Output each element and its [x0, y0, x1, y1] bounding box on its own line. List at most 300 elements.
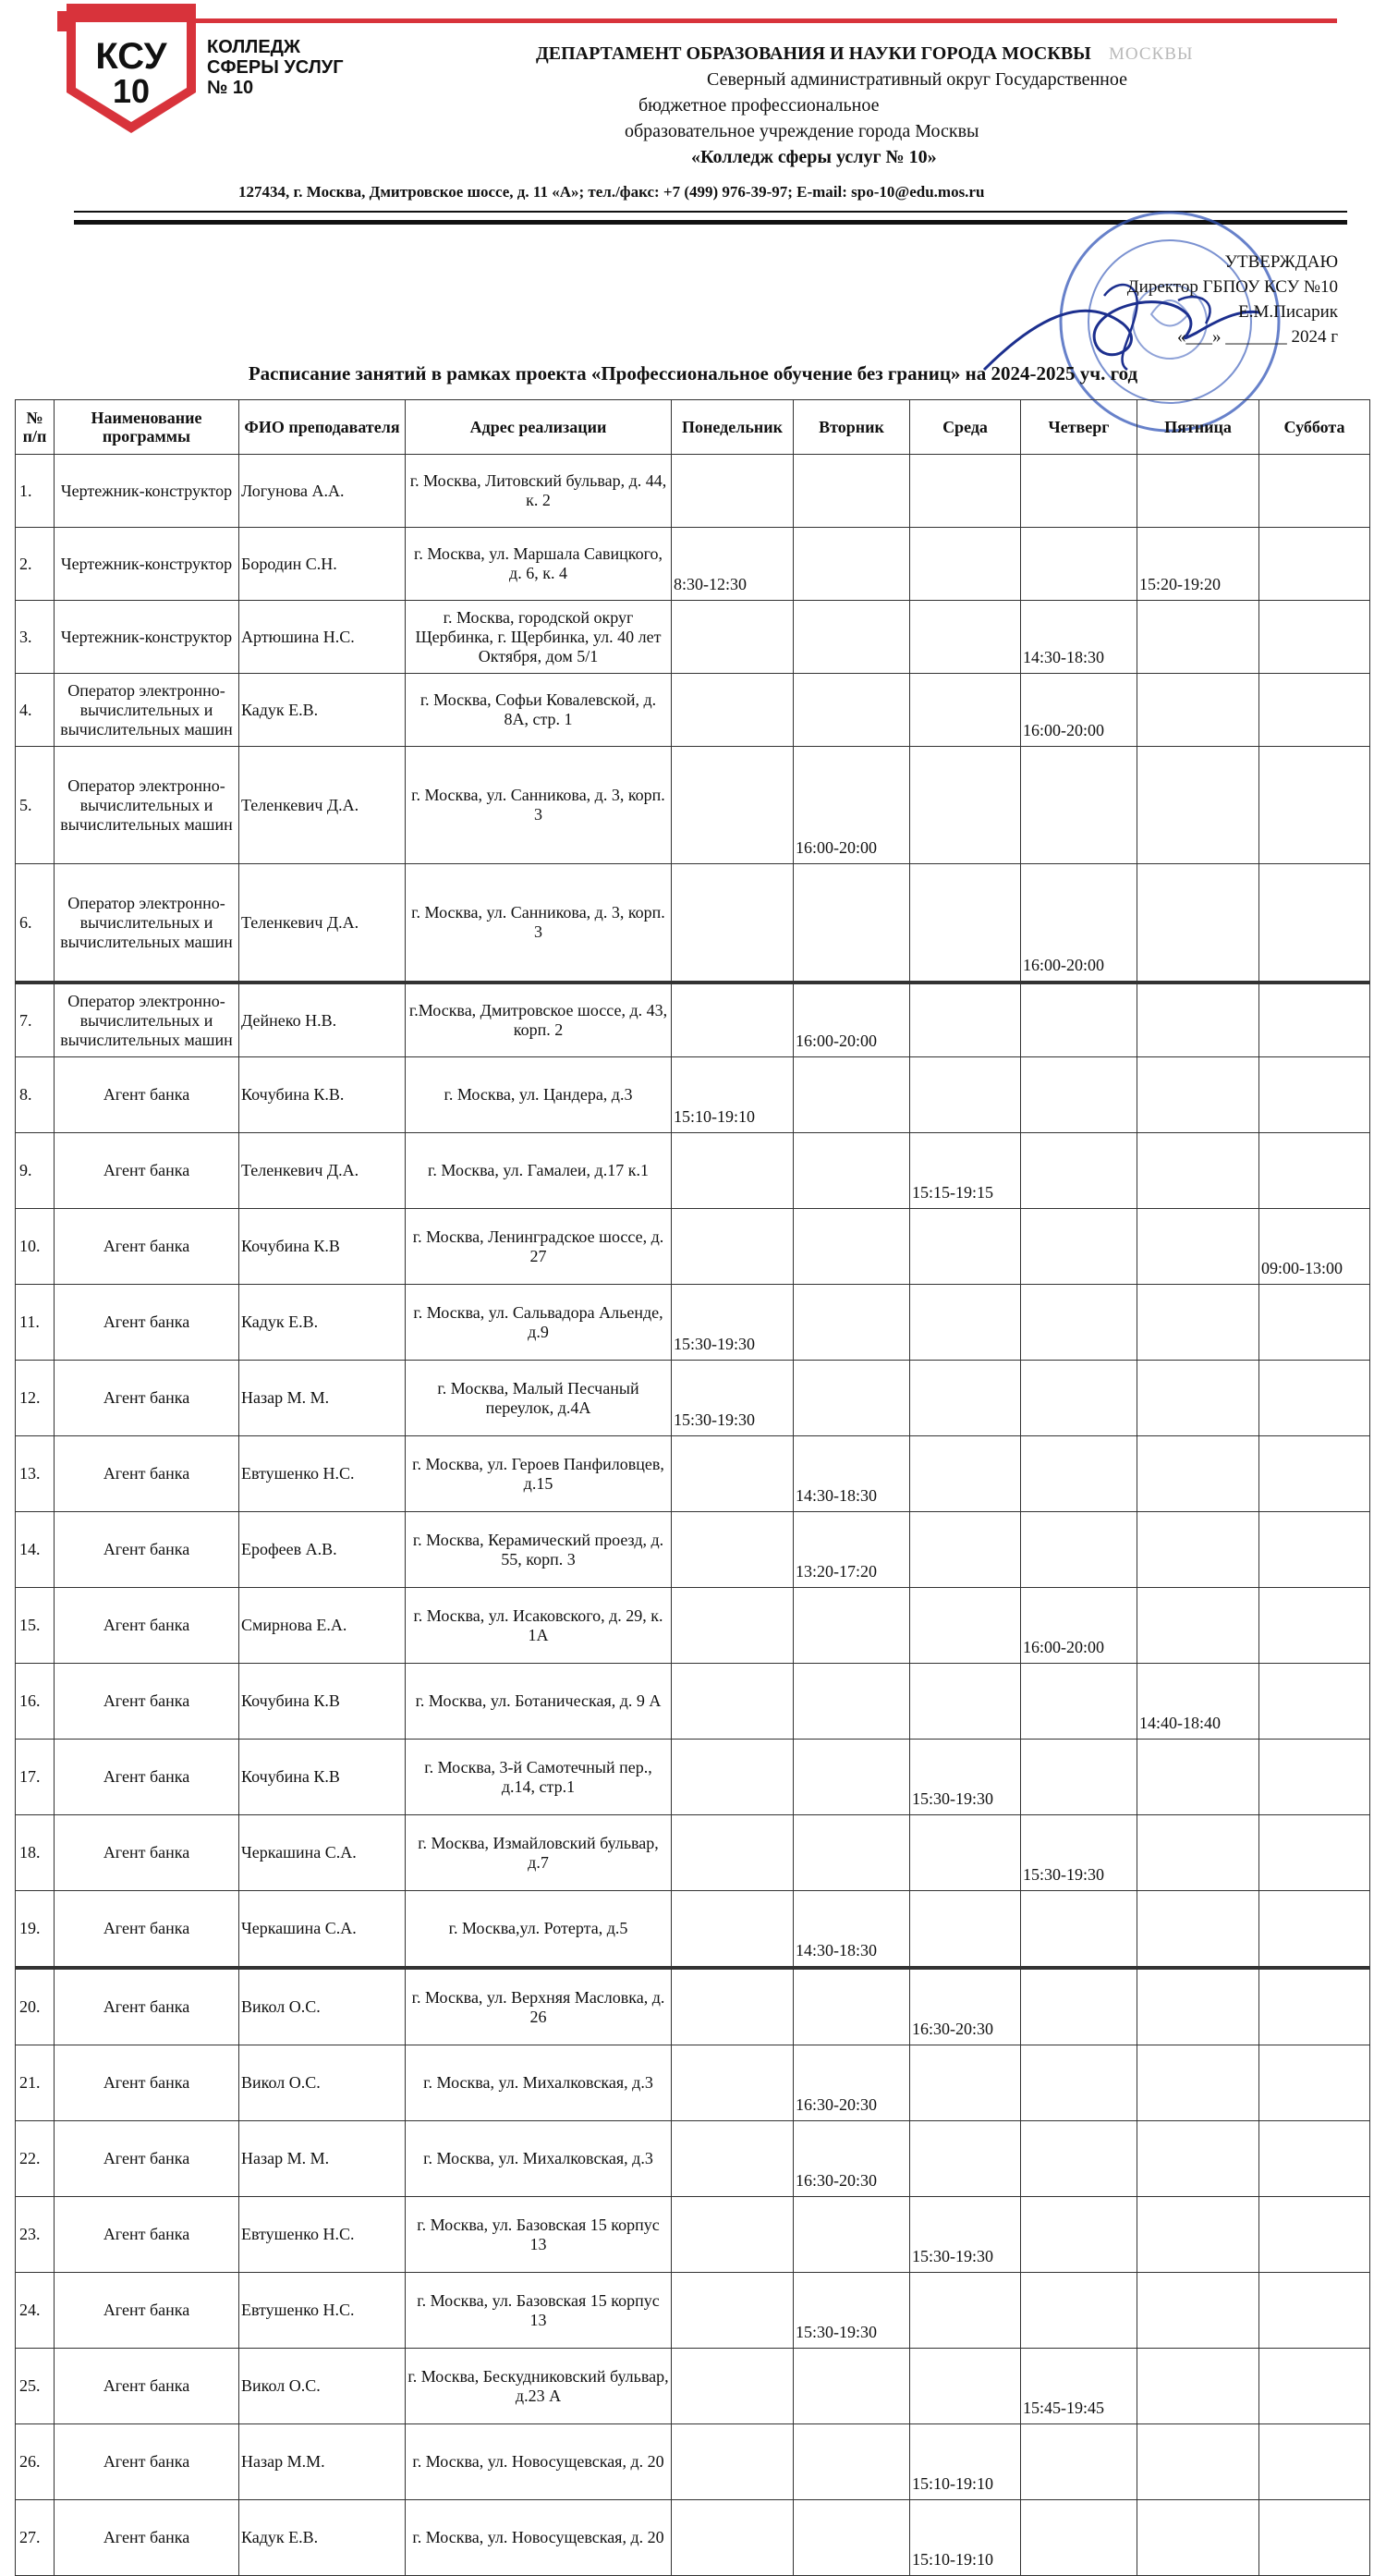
cell-program: Агент банка [55, 2349, 239, 2424]
cell-program: Агент банка [55, 1588, 239, 1664]
cell-number: 9. [16, 1133, 55, 1209]
approval-date: «___» _______ 2024 г [1176, 327, 1338, 347]
cell-wednesday: 15:30-19:30 [910, 2197, 1021, 2273]
table-row [16, 2349, 1370, 2424]
org-line-2: бюджетное профессиональное [638, 95, 880, 116]
cell-saturday: 09:00-13:00 [1259, 1209, 1370, 1285]
cell-program: Агент банка [55, 1133, 239, 1209]
table-row [16, 747, 1370, 864]
cell-tuesday [794, 1968, 910, 2045]
cell-number: 10. [16, 1209, 55, 1285]
table-header-row [16, 400, 1370, 455]
cell-wednesday [910, 601, 1021, 674]
cell-program: Оператор электронно-вычислительных и вычислительных машин [55, 674, 239, 747]
cell-monday [672, 2197, 794, 2273]
cell-teacher: Кадук Е.В. [239, 674, 406, 747]
cell-teacher: Евтушенко Н.С. [239, 2197, 406, 2273]
cell-wednesday [910, 455, 1021, 528]
cell-address: г. Москва, ул. Верхняя Масловка, д. 26 [406, 1968, 672, 2045]
cell-number: 1. [16, 455, 55, 528]
approval-title: УТВЕРЖДАЮ [1224, 252, 1338, 272]
cell-wednesday [910, 1815, 1021, 1891]
cell-program: Оператор электронно-вычислительных и вычислительных машин [55, 747, 239, 864]
cell-saturday [1259, 1436, 1370, 1512]
col-header-address: Адрес реализации [406, 400, 672, 455]
cell-address: г. Москва, городской округ Щербинка, г. Щербинка, ул. 40 лет Октября, дом 5/1 [406, 601, 672, 674]
cell-saturday [1259, 1891, 1370, 1969]
cell-friday [1137, 864, 1259, 983]
table-row [16, 1891, 1370, 1969]
org-name: «Колледж сферы услуг № 10» [691, 147, 937, 167]
cell-tuesday: 16:30-20:30 [794, 2045, 910, 2121]
cell-program: Агент банка [55, 1361, 239, 1436]
cell-saturday [1259, 2045, 1370, 2121]
cell-teacher: Викол О.С. [239, 2045, 406, 2121]
table-row [16, 864, 1370, 983]
cell-teacher: Кочубина К.В [239, 1664, 406, 1740]
approval-name: Е.М.Писарик [1238, 302, 1338, 322]
cell-monday [672, 601, 794, 674]
cell-thursday [1021, 2197, 1137, 2273]
table-row [16, 1740, 1370, 1815]
cell-monday [672, 2349, 794, 2424]
cell-thursday: 14:30-18:30 [1021, 601, 1137, 674]
cell-number: 6. [16, 864, 55, 983]
cell-tuesday [794, 1815, 910, 1891]
cell-tuesday [794, 601, 910, 674]
cell-address: г. Москва, ул. Санникова, д. 3, корп. 3 [406, 864, 672, 983]
cell-number: 24. [16, 2273, 55, 2349]
cell-monday [672, 1209, 794, 1285]
cell-address: г. Москва, Малый Песчаный переулок, д.4А [406, 1361, 672, 1436]
col-header-saturday: Суббота [1259, 400, 1370, 455]
cell-wednesday: 15:15-19:15 [910, 1133, 1021, 1209]
cell-thursday [1021, 2045, 1137, 2121]
cell-program: Оператор электронно-вычислительных и вычислительных машин [55, 983, 239, 1057]
cell-address: г. Москва, ул. Цандера, д.3 [406, 1057, 672, 1133]
table-row [16, 455, 1370, 528]
cell-teacher: Логунова А.А. [239, 455, 406, 528]
col-header-teacher: ФИО преподавателя [239, 400, 406, 455]
table-row [16, 528, 1370, 601]
logo-text-line3: № 10 [207, 78, 254, 98]
cell-tuesday [794, 1209, 910, 1285]
cell-saturday [1259, 1512, 1370, 1588]
cell-saturday [1259, 864, 1370, 983]
cell-friday [1137, 674, 1259, 747]
cell-teacher: Смирнова Е.А. [239, 1588, 406, 1664]
table-row [16, 1133, 1370, 1209]
cell-friday [1137, 1209, 1259, 1285]
cell-tuesday [794, 1057, 910, 1133]
cell-address: г. Москва, ул. Гамалеи, д.17 к.1 [406, 1133, 672, 1209]
cell-wednesday [910, 674, 1021, 747]
cell-number: 8. [16, 1057, 55, 1133]
cell-thursday [1021, 1133, 1137, 1209]
cell-friday [1137, 1133, 1259, 1209]
cell-address: г. Москва,ул. Ротерта, д.5 [406, 1891, 672, 1969]
cell-address: г. Москва, ул. Базовская 15 корпус 13 [406, 2273, 672, 2349]
cell-saturday [1259, 1815, 1370, 1891]
cell-address: г. Москва, ул. Михалковская, д.3 [406, 2121, 672, 2197]
cell-number: 7. [16, 983, 55, 1057]
cell-number: 13. [16, 1436, 55, 1512]
cell-program: Агент банка [55, 1891, 239, 1969]
table-row [16, 1285, 1370, 1361]
cell-saturday [1259, 1133, 1370, 1209]
cell-monday [672, 2045, 794, 2121]
schedule-table-body [16, 455, 1370, 2576]
cell-wednesday [910, 2045, 1021, 2121]
cell-teacher: Кочубина К.В [239, 1209, 406, 1285]
cell-number: 23. [16, 2197, 55, 2273]
cell-program: Агент банка [55, 1209, 239, 1285]
cell-thursday [1021, 747, 1137, 864]
org-line-1: Северный административный округ Государственное [707, 69, 1127, 90]
table-row [16, 1209, 1370, 1285]
cell-number: 26. [16, 2424, 55, 2500]
cell-thursday [1021, 1664, 1137, 1740]
table-row [16, 2197, 1370, 2273]
cell-saturday [1259, 674, 1370, 747]
cell-friday: 15:20-19:20 [1137, 528, 1259, 601]
cell-friday [1137, 2424, 1259, 2500]
cell-friday [1137, 2197, 1259, 2273]
cell-number: 3. [16, 601, 55, 674]
cell-program: Агент банка [55, 1057, 239, 1133]
cell-number: 14. [16, 1512, 55, 1588]
cell-saturday [1259, 1664, 1370, 1740]
cell-saturday [1259, 1588, 1370, 1664]
cell-friday [1137, 1740, 1259, 1815]
cell-teacher: Викол О.С. [239, 1968, 406, 2045]
cell-wednesday [910, 2121, 1021, 2197]
cell-wednesday: 15:10-19:10 [910, 2500, 1021, 2576]
cell-address: г. Москва, ул. Санникова, д. 3, корп. 3 [406, 747, 672, 864]
cell-wednesday [910, 1588, 1021, 1664]
approval-position: Директор ГБПОУ КСУ №10 [1126, 277, 1338, 297]
cell-thursday [1021, 1891, 1137, 1969]
cell-thursday [1021, 983, 1137, 1057]
cell-number: 16. [16, 1664, 55, 1740]
department-name-ghost: МОСКВЫ [1109, 44, 1194, 64]
table-row [16, 1436, 1370, 1512]
cell-teacher: Дейнеко Н.В. [239, 983, 406, 1057]
cell-teacher: Теленкевич Д.А. [239, 747, 406, 864]
cell-address: г. Москва, Ленинградское шоссе, д. 27 [406, 1209, 672, 1285]
cell-monday: 15:30-19:30 [672, 1361, 794, 1436]
cell-monday [672, 2121, 794, 2197]
cell-friday [1137, 983, 1259, 1057]
cell-teacher: Викол О.С. [239, 2349, 406, 2424]
logo-text-line1: КОЛЛЕДЖ [207, 37, 300, 57]
cell-address: г.Москва, Дмитровское шоссе, д. 43, корп. 2 [406, 983, 672, 1057]
cell-number: 5. [16, 747, 55, 864]
table-row [16, 1815, 1370, 1891]
cell-friday [1137, 1512, 1259, 1588]
cell-wednesday [910, 2349, 1021, 2424]
org-line-3: образовательное учреждение города Москвы [625, 121, 979, 141]
logo-text-line2: СФЕРЫ УСЛУГ [207, 57, 344, 78]
cell-program: Агент банка [55, 1740, 239, 1815]
table-row [16, 1361, 1370, 1436]
cell-friday [1137, 2273, 1259, 2349]
cell-tuesday [794, 1361, 910, 1436]
cell-monday [672, 1664, 794, 1740]
cell-thursday [1021, 1740, 1137, 1815]
cell-number: 11. [16, 1285, 55, 1361]
cell-address: г. Москва, Бескудниковский бульвар, д.23 А [406, 2349, 672, 2424]
cell-number: 17. [16, 1740, 55, 1815]
cell-thursday [1021, 1285, 1137, 1361]
cell-program: Агент банка [55, 1285, 239, 1361]
schedule-table [15, 399, 1370, 2576]
cell-saturday [1259, 2500, 1370, 2576]
cell-tuesday [794, 1588, 910, 1664]
cell-saturday [1259, 2424, 1370, 2500]
cell-thursday [1021, 2500, 1137, 2576]
cell-address: г. Москва, ул. Ботаническая, д. 9 А [406, 1664, 672, 1740]
cell-address: г. Москва, ул. Новосущевская, д. 20 [406, 2500, 672, 2576]
cell-tuesday: 15:30-19:30 [794, 2273, 910, 2349]
cell-program: Агент банка [55, 2045, 239, 2121]
cell-monday [672, 1968, 794, 2045]
cell-program: Чертежник-конструктор [55, 455, 239, 528]
table-row [16, 674, 1370, 747]
cell-saturday [1259, 2349, 1370, 2424]
cell-number: 20. [16, 1968, 55, 2045]
cell-friday [1137, 1361, 1259, 1436]
cell-monday: 15:30-19:30 [672, 1285, 794, 1361]
cell-address: г. Москва, ул. Исаковского, д. 29, к. 1А [406, 1588, 672, 1664]
cell-teacher: Черкашина С.А. [239, 1815, 406, 1891]
cell-monday [672, 1891, 794, 1969]
cell-teacher: Кадук Е.В. [239, 1285, 406, 1361]
cell-tuesday: 16:00-20:00 [794, 983, 910, 1057]
cell-thursday [1021, 528, 1137, 601]
cell-monday [672, 1815, 794, 1891]
cell-number: 21. [16, 2045, 55, 2121]
document-title: Расписание занятий в рамках проекта «Профессиональное обучение без границ» на 2024-2025 уч. год [248, 362, 1138, 385]
cell-thursday [1021, 1361, 1137, 1436]
cell-program: Агент банка [55, 1436, 239, 1512]
col-header-program: Наименование программы [55, 400, 239, 455]
cell-saturday [1259, 747, 1370, 864]
cell-thursday [1021, 2424, 1137, 2500]
cell-wednesday [910, 1512, 1021, 1588]
cell-number: 27. [16, 2500, 55, 2576]
cell-teacher: Черкашина С.А. [239, 1891, 406, 1969]
cell-wednesday [910, 2273, 1021, 2349]
cell-program: Агент банка [55, 2500, 239, 2576]
cell-address: г. Москва, ул. Героев Панфиловцев, д.15 [406, 1436, 672, 1512]
cell-saturday [1259, 983, 1370, 1057]
cell-thursday: 15:30-19:30 [1021, 1815, 1137, 1891]
cell-wednesday [910, 1891, 1021, 1969]
cell-saturday [1259, 2273, 1370, 2349]
cell-number: 12. [16, 1361, 55, 1436]
approval-block [1127, 250, 1338, 349]
cell-teacher: Ерофеев А.В. [239, 1512, 406, 1588]
cell-friday [1137, 2121, 1259, 2197]
cell-program: Агент банка [55, 2197, 239, 2273]
cell-thursday [1021, 1057, 1137, 1133]
cell-teacher: Бородин С.Н. [239, 528, 406, 601]
department-name: ДЕПАРТАМЕНТ ОБРАЗОВАНИЯ И НАУКИ ГОРОДА МОСКВЫ [536, 43, 1091, 64]
cell-number: 22. [16, 2121, 55, 2197]
cell-friday: 14:40-18:40 [1137, 1664, 1259, 1740]
cell-wednesday [910, 983, 1021, 1057]
cell-address: г. Москва, ул. Новосущевская, д. 20 [406, 2424, 672, 2500]
cell-friday [1137, 2500, 1259, 2576]
cell-wednesday: 15:10-19:10 [910, 2424, 1021, 2500]
cell-saturday [1259, 601, 1370, 674]
cell-saturday [1259, 1968, 1370, 2045]
cell-wednesday [910, 1285, 1021, 1361]
cell-monday [672, 674, 794, 747]
cell-wednesday [910, 1436, 1021, 1512]
cell-friday [1137, 1588, 1259, 1664]
cell-monday [672, 1588, 794, 1664]
cell-saturday [1259, 1361, 1370, 1436]
cell-tuesday [794, 1285, 910, 1361]
cell-wednesday [910, 1361, 1021, 1436]
cell-monday [672, 1133, 794, 1209]
cell-program: Агент банка [55, 1968, 239, 2045]
cell-address: г. Москва, Литовский бульвар, д. 44, к. 2 [406, 455, 672, 528]
cell-wednesday [910, 1057, 1021, 1133]
cell-program: Агент банка [55, 2121, 239, 2197]
table-row [16, 2121, 1370, 2197]
cell-address: г. Москва, ул. Михалковская, д.3 [406, 2045, 672, 2121]
cell-saturday [1259, 2121, 1370, 2197]
cell-saturday [1259, 528, 1370, 601]
cell-wednesday [910, 747, 1021, 864]
cell-friday [1137, 1285, 1259, 1361]
cell-tuesday [794, 1740, 910, 1815]
cell-address: г. Москва, Керамический проезд, д. 55, корп. 3 [406, 1512, 672, 1588]
col-header-thursday: Четверг [1021, 400, 1137, 455]
cell-friday [1137, 1891, 1259, 1969]
cell-monday [672, 1436, 794, 1512]
cell-tuesday [794, 2424, 910, 2500]
cell-program: Агент банка [55, 2424, 239, 2500]
cell-program: Чертежник-конструктор [55, 528, 239, 601]
cell-friday [1137, 455, 1259, 528]
col-header-friday: Пятница [1137, 400, 1259, 455]
cell-tuesday [794, 1664, 910, 1740]
cell-thursday: 16:00-20:00 [1021, 864, 1137, 983]
cell-number: 2. [16, 528, 55, 601]
cell-thursday [1021, 1209, 1137, 1285]
cell-tuesday [794, 2500, 910, 2576]
cell-tuesday: 14:30-18:30 [794, 1891, 910, 1969]
cell-teacher: Артюшина Н.С. [239, 601, 406, 674]
cell-tuesday: 14:30-18:30 [794, 1436, 910, 1512]
cell-monday [672, 2500, 794, 2576]
col-header-tuesday: Вторник [794, 400, 910, 455]
table-row [16, 2273, 1370, 2349]
cell-address: г. Москва, ул. Базовская 15 корпус 13 [406, 2197, 672, 2273]
cell-friday [1137, 2045, 1259, 2121]
cell-teacher: Назар М. М. [239, 2121, 406, 2197]
cell-monday [672, 1740, 794, 1815]
table-row [16, 2424, 1370, 2500]
logo-mark-line1: КСУ [95, 36, 167, 77]
cell-wednesday: 16:30-20:30 [910, 1968, 1021, 2045]
cell-tuesday [794, 864, 910, 983]
table-row [16, 1664, 1370, 1740]
table-row [16, 601, 1370, 674]
cell-friday [1137, 1436, 1259, 1512]
cell-address: г. Москва, Измайловский бульвар, д.7 [406, 1815, 672, 1891]
cell-tuesday [794, 455, 910, 528]
cell-monday [672, 864, 794, 983]
cell-saturday [1259, 455, 1370, 528]
table-row [16, 2045, 1370, 2121]
cell-wednesday [910, 528, 1021, 601]
cell-program: Агент банка [55, 1664, 239, 1740]
cell-program: Оператор электронно-вычислительных и вычислительных машин [55, 864, 239, 983]
cell-monday [672, 455, 794, 528]
cell-number: 19. [16, 1891, 55, 1969]
col-header-wednesday: Среда [910, 400, 1021, 455]
cell-teacher: Кадук Е.В. [239, 2500, 406, 2576]
cell-number: 25. [16, 2349, 55, 2424]
cell-address: г. Москва, Софьи Ковалевской, д. 8А, стр. 1 [406, 674, 672, 747]
cell-saturday [1259, 2197, 1370, 2273]
cell-thursday [1021, 1512, 1137, 1588]
cell-number: 15. [16, 1588, 55, 1664]
cell-monday [672, 2273, 794, 2349]
cell-teacher: Назар М. М. [239, 1361, 406, 1436]
cell-thursday [1021, 1968, 1137, 2045]
cell-teacher: Кочубина К.В. [239, 1057, 406, 1133]
logo-text [207, 37, 344, 98]
cell-address: г. Москва, 3-й Самотечный пер., д.14, стр.1 [406, 1740, 672, 1815]
cell-program: Агент банка [55, 1815, 239, 1891]
header-decoration-strip [57, 11, 1337, 31]
cell-thursday: 15:45-19:45 [1021, 2349, 1137, 2424]
table-row [16, 1968, 1370, 2045]
cell-monday [672, 2424, 794, 2500]
cell-program: Агент банка [55, 1512, 239, 1588]
cell-address: г. Москва, ул. Маршала Савицкого, д. 6, к. 4 [406, 528, 672, 601]
cell-tuesday: 16:30-20:30 [794, 2121, 910, 2197]
cell-teacher: Назар М.М. [239, 2424, 406, 2500]
cell-thursday [1021, 1436, 1137, 1512]
cell-friday [1137, 747, 1259, 864]
cell-number: 18. [16, 1815, 55, 1891]
cell-monday: 15:10-19:10 [672, 1057, 794, 1133]
cell-address: г. Москва, ул. Сальвадора Альенде, д.9 [406, 1285, 672, 1361]
table-row [16, 1588, 1370, 1664]
cell-saturday [1259, 1285, 1370, 1361]
logo-mark-line2: 10 [112, 72, 151, 110]
cell-friday [1137, 2349, 1259, 2424]
table-row [16, 1057, 1370, 1133]
table-row [16, 2500, 1370, 2576]
cell-friday [1137, 1057, 1259, 1133]
cell-program: Чертежник-конструктор [55, 601, 239, 674]
cell-monday [672, 983, 794, 1057]
cell-program: Агент банка [55, 2273, 239, 2349]
cell-thursday: 16:00-20:00 [1021, 1588, 1137, 1664]
table-row [16, 983, 1370, 1057]
cell-thursday [1021, 2121, 1137, 2197]
cell-tuesday [794, 1133, 910, 1209]
contact-address: 127434, г. Москва, Дмитровское шоссе, д. 11 «А»; тел./факс: +7 (499) 976-39-97; E-mail: spo-10@edu.mos.ru [238, 183, 985, 201]
